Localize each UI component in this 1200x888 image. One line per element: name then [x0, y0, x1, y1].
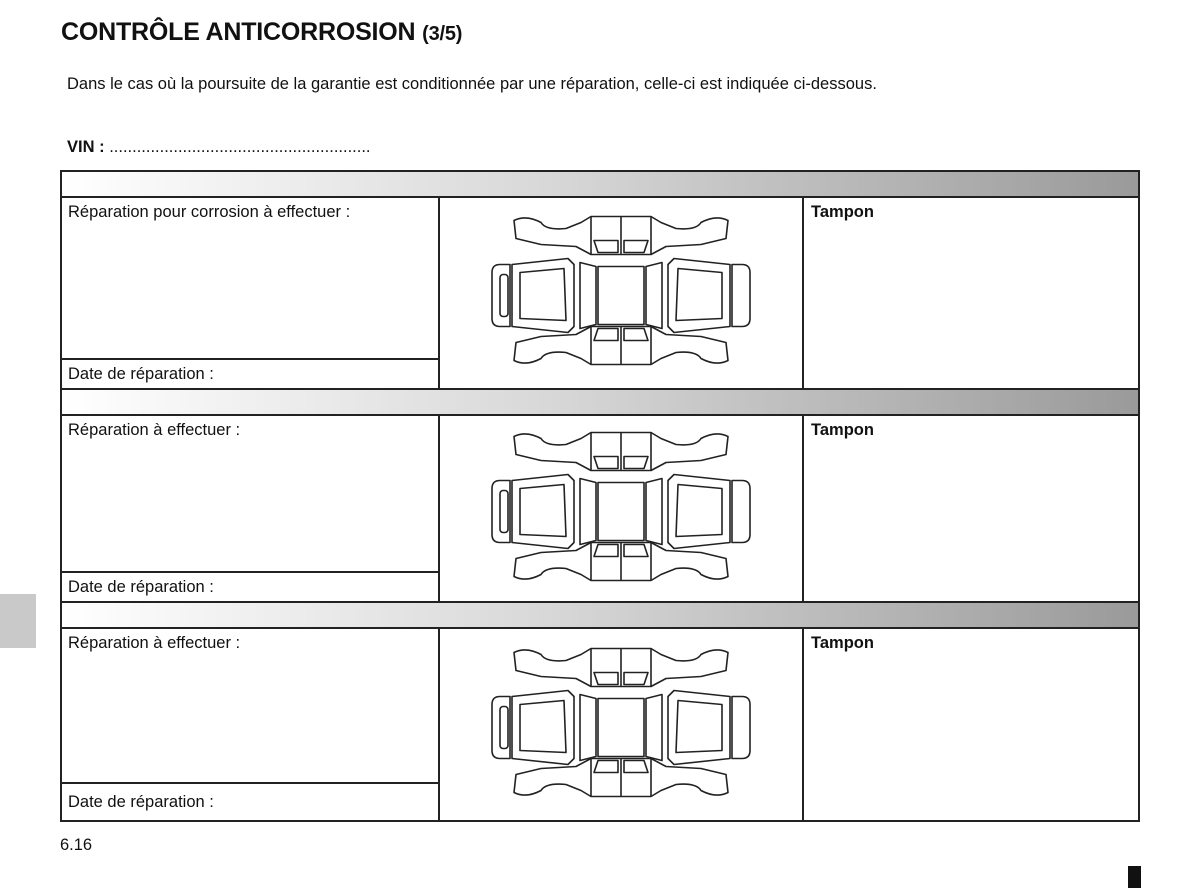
page-title-suffix: (3/5) — [422, 23, 463, 45]
car-body-outline-icon — [486, 426, 756, 591]
vin-label: VIN : — [67, 138, 105, 156]
stamp-cell[interactable] — [804, 629, 1138, 820]
block-header-bar — [62, 390, 1138, 416]
stamp-label: Tampon — [811, 203, 874, 221]
repair-description-cell[interactable] — [62, 198, 440, 388]
car-body-outline-icon — [486, 211, 756, 376]
vin-field[interactable] — [67, 138, 371, 157]
page-corner-mark — [1128, 866, 1141, 888]
stamp-cell[interactable] — [804, 416, 1138, 601]
repair-date-row[interactable] — [62, 571, 438, 601]
chapter-side-tab — [0, 594, 36, 648]
page-title — [61, 18, 462, 47]
repair-date-row[interactable] — [62, 358, 438, 388]
repair-block-1 — [60, 170, 1140, 390]
car-body-outline-icon — [486, 642, 756, 807]
stamp-label: Tampon — [811, 634, 874, 652]
intro-paragraph: Dans le cas où la poursuite de la garantie est conditionnée par une réparation, celle-ci est indiquée ci-dessous. — [67, 75, 877, 93]
repair-description-cell[interactable] — [62, 629, 440, 820]
stamp-label: Tampon — [811, 421, 874, 439]
repair-description-cell[interactable] — [62, 416, 440, 601]
page-title-text: CONTRÔLE ANTICORROSION — [61, 18, 416, 46]
page-number: 6.16 — [60, 836, 93, 854]
date-label: Date de réparation : — [68, 365, 214, 383]
car-diagram-cell — [440, 416, 804, 601]
block-header-bar — [62, 172, 1138, 198]
block-header-bar — [62, 603, 1138, 629]
car-diagram-cell — [440, 629, 804, 820]
date-label: Date de réparation : — [68, 793, 214, 811]
vin-dots: ......................................................... — [109, 138, 371, 156]
stamp-cell[interactable] — [804, 198, 1138, 388]
repair-label: Réparation à effectuer : — [68, 634, 241, 652]
repair-date-row[interactable] — [62, 782, 438, 820]
repair-label: Réparation pour corrosion à effectuer : — [68, 203, 351, 221]
car-diagram-cell — [440, 198, 804, 388]
repair-block-3 — [60, 601, 1140, 822]
date-label: Date de réparation : — [68, 578, 214, 596]
repair-label: Réparation à effectuer : — [68, 421, 241, 439]
repair-block-2 — [60, 388, 1140, 603]
